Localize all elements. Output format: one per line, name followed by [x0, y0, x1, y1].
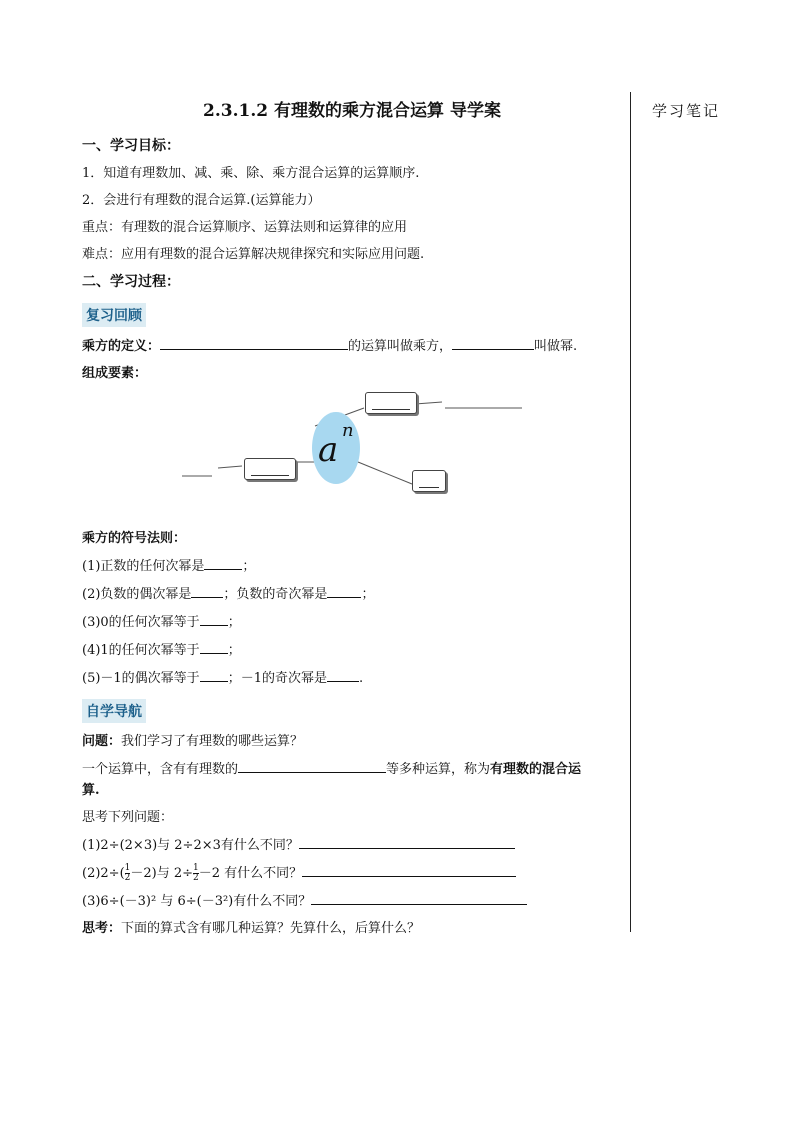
- think-intro: 思考下列问题：: [82, 810, 174, 825]
- question-2: (2)2÷( $\frac{1}{2}$ －2)与 2÷ $\frac{1}{2}$ －2 有什么不同？: [82, 862, 622, 884]
- rule-4-blank[interactable]: [200, 639, 228, 654]
- rule-2: (2)负数的偶次幂是 ；负数的奇次幂是 ；: [82, 583, 622, 605]
- question-1-blank[interactable]: [299, 834, 515, 849]
- exponent-letter: n: [342, 420, 354, 441]
- definition-end: 叫做幂.: [534, 339, 578, 354]
- goal-item-2: 2．会进行有理数的混合运算.(运算能力）: [82, 193, 321, 208]
- rule-5: (5)－1的偶次幂等于 ；－1的奇次幂是 .: [82, 667, 622, 689]
- rule-3: (3)0的任何次幂等于 ；: [82, 611, 622, 633]
- rule-2-blank-a[interactable]: [191, 583, 223, 598]
- rule-2-blank-b[interactable]: [327, 583, 361, 598]
- mixed-def-line: 一个运算中，含有有理数的 等多种运算，称为有理数的混合运: [82, 758, 622, 780]
- connector-left-ext: [218, 466, 242, 468]
- question-2-blank[interactable]: [302, 862, 516, 877]
- mixed-blank[interactable]: [238, 758, 386, 773]
- exponent-box[interactable]: [365, 392, 417, 414]
- fraction-2: $\frac{1}{2}$: [193, 863, 199, 883]
- rule-5-blank-a[interactable]: [200, 667, 228, 682]
- main-content: [82, 92, 622, 945]
- definition-blank-1[interactable]: [160, 335, 348, 350]
- rule-3-blank[interactable]: [200, 611, 228, 626]
- question-line: 问题：我们学习了有理数的哪些运算？: [82, 734, 304, 749]
- connector-top-ext: [415, 402, 442, 404]
- rule-5-blank-b[interactable]: [327, 667, 359, 682]
- question-1: (1)2÷(2×3)与 2÷2×3有什么不同？: [82, 834, 622, 856]
- rule-1-blank[interactable]: [204, 555, 242, 570]
- page-title: 2.3.1.2 有理数的乘方混合运算 导学案: [203, 101, 501, 121]
- power-diagram: [82, 390, 622, 522]
- difficulty: 难点：应用有理数的混合运算解决规律探究和实际应用问题.: [82, 247, 425, 262]
- notes-header: 学习笔记: [652, 102, 721, 120]
- power-box[interactable]: [412, 470, 446, 492]
- elements-label: 组成要素：: [82, 366, 148, 381]
- base-box[interactable]: [244, 458, 296, 480]
- definition-label: 乘方的定义：: [82, 339, 161, 354]
- key-point: 重点：有理数的混合运算顺序、运算法则和运算律的应用: [82, 220, 408, 235]
- question-3-blank[interactable]: [311, 890, 527, 905]
- rule-4: (4)1的任何次幂等于 ；: [82, 639, 622, 661]
- section2-heading: 二、学习过程：: [82, 274, 180, 290]
- review-tag: 复习回顾: [82, 303, 146, 327]
- notes-divider: [630, 92, 631, 932]
- rule-1: (1)正数的任何次幂是 ；: [82, 555, 622, 577]
- goal-item-1: 1．知道有理数加、减、乘、除、乘方混合运算的运算顺序.: [82, 166, 420, 181]
- base-letter: a: [318, 430, 339, 470]
- self-study-tag: 自学导航: [82, 699, 146, 723]
- connector-right: [358, 462, 412, 484]
- diagram-lines: [82, 390, 622, 522]
- definition-mid: 的运算叫做乘方，: [348, 339, 453, 354]
- definition-blank-2[interactable]: [452, 335, 534, 350]
- section1-heading: 一、学习目标：: [82, 138, 180, 154]
- definition-line: [82, 335, 622, 357]
- fraction-1: $\frac{1}{2}$: [124, 863, 131, 883]
- mixed-def-line-2: 算.: [82, 783, 100, 798]
- final-question: 思考：下面的算式含有哪几种运算？先算什么，后算什么？: [82, 921, 421, 936]
- sign-rule-label: 乘方的符号法则：: [82, 531, 187, 546]
- question-3: (3)6÷(－3)² 与 6÷(－3²)有什么不同？: [82, 890, 622, 912]
